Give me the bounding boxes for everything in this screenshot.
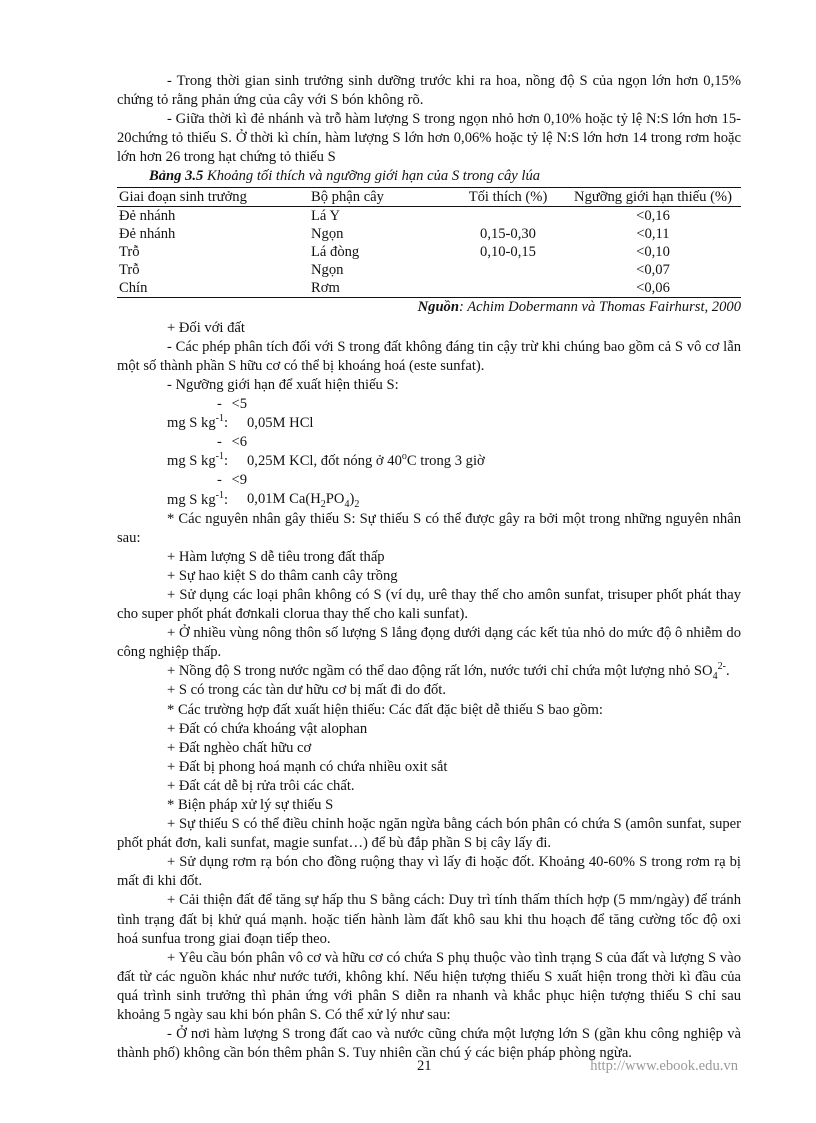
paragraph: - Trong thời gian sinh trưởng sinh dưỡng trước khi ra hoa, nồng độ S của ngọn lớn hơn 0,15% chứng tỏ rằng phản ứng của cây với S bón không rõ. (117, 73, 741, 109)
list-item: + Đất có chứa khoáng vật alophan (167, 720, 368, 737)
threshold-suffix: : (224, 453, 229, 470)
header-optimum: Tối thích (%) (451, 187, 563, 206)
sulfate-charge: 2- (717, 661, 726, 673)
cell-limit: <0,07 (636, 261, 670, 278)
list-item: + Đất bị phong hoá mạnh có chứa nhiều oxit sắt (167, 758, 448, 775)
list-item: + Sử dụng các loại phân không có S (ví dụ, urê thay thế cho amôn sunfat, trisuper phốt phát thay cho super phốt phát đơnkali clorua thay thế cho kali sunfat). (117, 586, 741, 623)
list-item: + Cải thiện đất để tăng sự hấp thu S bằng cách: Duy trì tính thấm thích hợp (5 mm/ngày) để tránh tình trạng đất bị khử quá mạnh. hoặc tiến hành làm đất khô sau khi thu hoạch để tăng cường tốc độ oxi hoá sunfua trong giai đoạn tiếp theo. (117, 892, 741, 947)
threshold-method: 0,25M KCl, đốt nóng ở 40 (247, 453, 402, 470)
formula-sub: 4 (344, 499, 350, 511)
list-item: + S có trong các tàn dư hữu cơ bị mất đi do đốt. (167, 682, 446, 699)
groundwater-text: + Nồng độ S trong nước ngầm có thể dao động rất lớn, nước tưới chỉ chứa một lượng nhỏ SO (167, 663, 713, 680)
soil-heading: + Đối với đất (167, 319, 245, 336)
table-row (117, 225, 741, 243)
cell-part: Ngọn (311, 261, 344, 278)
threshold-prefix: - <6 mg S kg (167, 434, 247, 470)
cell-limit: <0,11 (636, 225, 670, 242)
cell-limit: <0,16 (636, 207, 670, 224)
threshold-heading: - Ngưỡng giới hạn để xuất hiện thiếu S: (167, 376, 399, 393)
threshold-method: 0,01M Ca(H (247, 491, 321, 508)
formula-sub: 2 (354, 499, 360, 511)
list-item: - Ở nơi hàm lượng S trong đất cao và nước cũng chứa một lượng lớn S (gần khu công nghiệp và thành phố) không cần bón thêm phân S. Tuy nhiên cần chú ý các biện pháp phòng ngừa. (117, 1026, 741, 1062)
table-source-label: Nguồn (417, 298, 459, 315)
header-growth-stage: Giai đoạn sinh trưởng (117, 187, 309, 206)
cell-part: Lá Y (311, 207, 341, 224)
cell-optimum: 0,15-0,30 (480, 225, 536, 242)
header-critical-limit: Ngưỡng giới hạn thiếu (%) (563, 187, 741, 206)
list-item: + Đất nghèo chất hữu cơ (167, 739, 312, 756)
page-number: 21 (417, 1058, 432, 1074)
list-item: + Sử dụng rơm rạ bón cho đồng ruộng thay vì lấy đi hoặc đốt. Khoảng 40-60% S trong rơm rạ bị mất đi khi đốt. (117, 854, 741, 890)
deficient-soils-intro: * Các trường hợp đất xuất hiện thiếu: Các đất đặc biệt dễ thiếu S bao gồm: (167, 701, 603, 718)
degree-sup: o (401, 451, 407, 463)
cell-optimum (451, 261, 563, 279)
table-source-text: : Achim Dobermann và Thomas Fairhurst, 2000 (458, 298, 741, 315)
formula-part: PO (325, 491, 345, 508)
footer-url[interactable]: http://www.ebook.edu.vn (590, 1058, 738, 1074)
threshold-item (117, 433, 741, 471)
paragraph: - Các phép phân tích đối với S trong đất không đáng tin cậy trừ khi chúng bao gồm cả S vô cơ lẫn một số thành phần S hữu cơ có thể bị khoáng hoá (este sunfat). (117, 338, 741, 374)
list-item: + Sự hao kiệt S do thâm canh cây trồng (167, 567, 398, 584)
threshold-exponent: -1 (215, 489, 224, 501)
table-header-row (117, 187, 741, 206)
cell-stage: Trỗ (119, 261, 140, 278)
page-body (117, 72, 741, 1063)
list-item: + Sự thiếu S có thể điều chỉnh hoặc ngăn ngừa bằng cách bón phân có chứa S (amôn sunfat, super phốt phát đơn, kali sunfat, magie sunfat…) để bù đắp phần S bị cây lấy đi. (117, 816, 741, 852)
threshold-suffix: : (224, 415, 229, 432)
sulfur-threshold-table (117, 187, 741, 298)
cell-optimum (451, 206, 563, 225)
cell-stage: Đẻ nhánh (119, 225, 176, 242)
list-item (117, 662, 741, 681)
threshold-suffix: : (224, 491, 229, 508)
table-row (117, 261, 741, 279)
threshold-item (117, 395, 741, 433)
threshold-method: 0,05M HCl (247, 415, 314, 432)
cell-limit: <0,10 (636, 243, 670, 260)
list-item: + Ở nhiều vùng nông thôn số lượng S lắng đọng dưới dạng các kết tủa nhỏ do mức độ ô nhiễm do công nghiệp thấp. (117, 625, 741, 661)
cell-part: Ngọn (311, 225, 344, 242)
list-item: + Hàm lượng S dễ tiêu trong đất thấp (167, 548, 385, 565)
table-row (117, 206, 741, 225)
formula-part: ) (349, 491, 355, 508)
threshold-method-tail: C trong 3 giờ (406, 453, 485, 470)
formula-sub: 2 (320, 499, 326, 511)
table-caption-label: Bảng 3.5 (149, 168, 204, 185)
cell-stage: Trỗ (119, 243, 140, 260)
cell-stage: Đẻ nhánh (119, 207, 176, 224)
cell-optimum (451, 279, 563, 298)
table-row (117, 243, 741, 261)
list-item: + Yêu cầu bón phân vô cơ và hữu cơ có chứa S phụ thuộc vào tình trạng S của đất và lượng S vào đất từ các nguồn khác như nước tưới, không khí. Nếu hiện tượng thiếu S xuất hiện trong thời kì đầu của quá trình sinh trưởng thì phản ứng với phân S diễn ra nhanh và khắc phục hiện tượng thiếu S chỉ sau khoảng 5 ngày sau khi bón phân S. Có thể xử lý như sau: (117, 949, 741, 1024)
paragraph: - Giữa thời kì đẻ nhánh và trỗ hàm lượng S trong ngọn nhỏ hơn 0,10% hoặc tỷ lệ N:S lớn hơn 15-20chứng tỏ thiếu S. Ở thời kì chín, hàm lượng S lớn hơn 0,06% hoặc tỷ lệ N:S lớn hơn 14 trong rơm hoặc lớn hơn 26 trong hạt chứng tỏ thiếu S (117, 111, 741, 166)
table-row (117, 279, 741, 298)
table-source (117, 298, 741, 317)
threshold-item (117, 471, 741, 509)
header-plant-part: Bộ phận cây (309, 187, 451, 206)
measures-heading: * Biện pháp xử lý sự thiếu S (167, 797, 334, 813)
sulfate-sub: 4 (712, 671, 718, 683)
list-item: + Đất cát dễ bị rửa trôi các chất. (167, 777, 355, 794)
causes-intro: * Các nguyên nhân gây thiếu S: Sự thiếu S có thể được gây ra bởi một trong những nguyên nhân sau: (117, 510, 741, 546)
cell-part: Rơm (309, 279, 451, 298)
table-caption (149, 167, 741, 186)
groundwater-end: . (725, 663, 730, 680)
table-caption-text: Khoảng tối thích và ngưỡng giới hạn của S trong cây lúa (203, 168, 541, 185)
cell-part: Lá đòng (311, 243, 360, 260)
threshold-exponent: -1 (215, 413, 224, 425)
threshold-prefix: - <9 mg S kg (167, 472, 247, 508)
threshold-prefix: - <5 mg S kg (167, 396, 247, 432)
threshold-exponent: -1 (215, 451, 224, 463)
cell-optimum: 0,10-0,15 (480, 243, 536, 260)
cell-limit: <0,06 (563, 279, 741, 298)
cell-stage: Chín (117, 279, 309, 298)
